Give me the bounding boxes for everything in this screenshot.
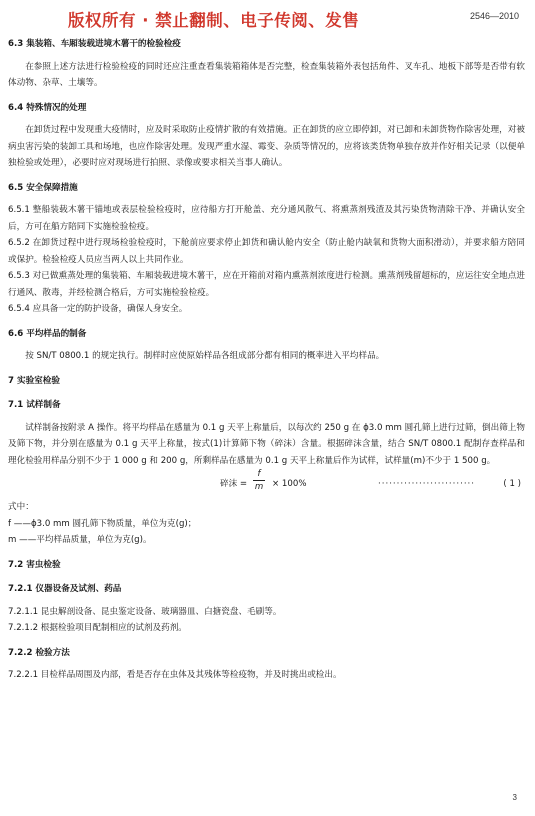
clause-6-5-1: 6.5.1 整船装载木薯干锚地或表层检验检疫时，应待船方打开舱盖、充分通风散气、将熏蒸剂残渣及其污染货物清除干净、并确认安全后，方可在船方陪同下实施检验检疫。 — [8, 205, 525, 232]
clause-6-5-2: 6.5.2 在卸货过程中进行现场检验检疫时，下舱前应要求停止卸货和确认舱内安全（防止舱内缺氧和货物大面积滑动），并要求船方陪同或保护。检验检疫人员应当两人以上共同作业。 — [8, 238, 525, 265]
definition-m: m ——平均样品质量，单位为克(g)。 — [8, 535, 152, 545]
formula-rhs: × 100% — [272, 479, 307, 489]
clause-7-2-1-2: 7.2.1.2 根据检验项目配制相应的试剂及药剂。 — [8, 623, 187, 633]
chapter-7-heading: 7 实验室检验 — [8, 375, 60, 386]
formula-denominator: m — [254, 482, 264, 492]
clause-7-2-1-1: 7.2.1.1 昆虫解剖设备、昆虫鉴定设备、玻璃器皿、白搪瓷盘、毛刷等。 — [8, 606, 282, 617]
section-7-2-1-heading: 7.2.1 仪器设备及试剂、药品 — [8, 584, 122, 594]
clause-6-5-3: 6.5.3 对已做熏蒸处理的集装箱、车厢装载进境木薯干，应在开箱前对箱内熏蒸剂浓度进行检测。熏蒸剂残留超标的，应运往安全地点进行通风、散毒，并经检测合格后，方可实施检验检疫。 — [8, 271, 525, 298]
section-6-6-paragraph: 按 SN/T 0800.1 的规定执行。制样时应使原始样品各组成部分都有相同的概率进入平均样品。 — [25, 351, 385, 361]
formula-1 — [8, 471, 525, 497]
clause-6-5-4: 6.5.4 应具备一定的防护设备，确保人身安全。 — [8, 304, 188, 314]
definition-f: f ——ϕ3.0 mm 圆孔筛下物质量，单位为克(g)； — [8, 518, 197, 529]
section-7-1-heading: 7.1 试样制备 — [8, 400, 61, 410]
formula-number: ( 1 ) — [503, 479, 521, 489]
section-7-2-heading: 7.2 害虫检验 — [8, 559, 61, 570]
section-6-4-paragraph: 在卸货过程中发现重大疫情时，应及时采取防止疫情扩散的有效措施。正在卸货的应立即停卸，对已卸和未卸货物作除害处理，对被病虫害污染的装卸工具和场地，也应作除害处理。发现严重水湿、霉变、杂质等情况的，应将该类货物单独存放并作好相关记录（以便单独检验或处理），必要时应对现场进行拍照、录像或要求相关当事人确认。 — [8, 125, 525, 168]
clause-7-2-2-1: 7.2.2.1 目检样品周围及内部，看是否存在虫体及其残体等检疫物，并及时挑出或检出。 — [8, 670, 342, 680]
copyright-watermark: 版权所有 · 禁止翻制、电子传阅、发售 — [68, 11, 360, 30]
page-number: 3 — [512, 793, 517, 802]
section-6-5-heading: 6.5 安全保障措施 — [8, 182, 78, 193]
section-6-3-paragraph: 在参照上述方法进行检验检疫的同时还应注重查看集装箱箱体是否完整，检查集装箱外表包括角件、叉车孔、地板下部等是否带有软体动物、杂草、土壤等。 — [8, 61, 525, 88]
formula-numerator: f — [257, 469, 261, 479]
section-6-6-heading: 6.6 平均样品的制备 — [8, 328, 87, 339]
formula-fraction — [252, 468, 266, 493]
section-7-2-2-heading: 7.2.2 检验方法 — [8, 647, 70, 658]
formula-lhs: 碎沫 = — [220, 479, 248, 489]
standard-code: 2546—2010 — [469, 11, 519, 21]
document-body — [8, 36, 525, 684]
formula-where-label: 式中： — [8, 502, 34, 512]
section-7-1-paragraph: 试样制备按附录 A 操作。将平均样品在感量为 0.1 g 天平上称量后，以每次约 250 g 在 ϕ3.0 mm 圆孔筛上进行过筛，倒出筛上物及筛下物，并分别在感量为 0.1 g 天平上称量，按式(1)计算筛下物（碎沫）含量。根据碎沫含量，结合 SN/T 0800.1 配制存查样品和理化检验用样品分别不少于 1 000 g 和 200 g，所剩样品在感量为 0.1 g 天平上称量后作为试样，试样量(m)不少于 1 500 g。 — [8, 422, 525, 466]
formula-leader-dots: ·························· — [378, 479, 476, 489]
section-6-4-heading: 6.4 特殊情况的处理 — [8, 102, 87, 113]
section-6-3-heading: 6.3 集装箱、车厢装载进境木薯干的检验检疫 — [8, 39, 181, 49]
